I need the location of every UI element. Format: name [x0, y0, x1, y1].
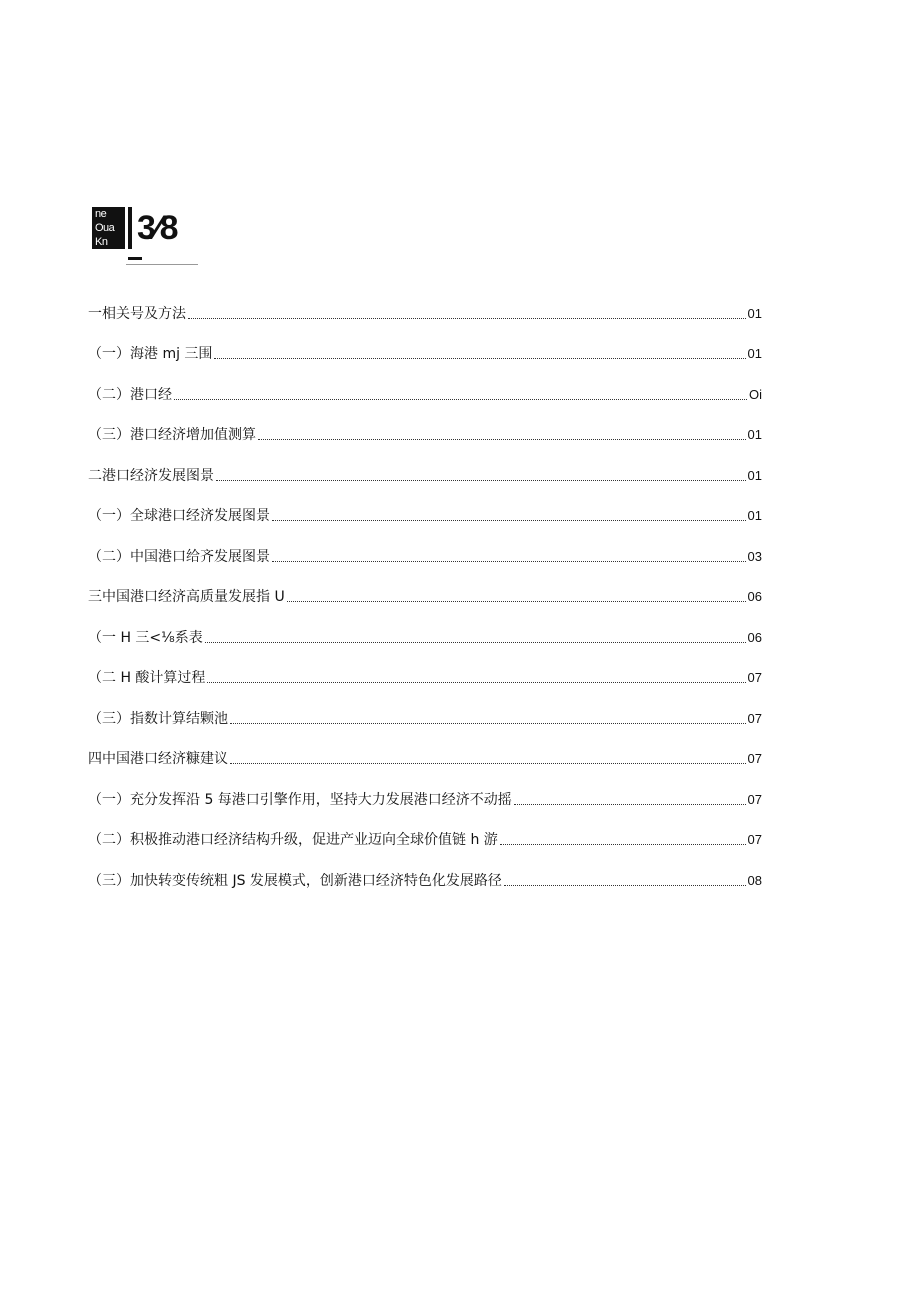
logo-line-3: Kn	[95, 236, 108, 248]
toc-entry-page: 07	[747, 670, 762, 685]
toc-entry-page: 07	[747, 791, 762, 807]
toc-entry[interactable]	[88, 769, 762, 810]
logo	[92, 207, 125, 249]
toc-entry[interactable]	[88, 283, 762, 324]
toc-entry-label: （二）中国港口给齐发展图景	[88, 548, 270, 565]
toc-entry-label: （二 H 酸计算过程	[88, 670, 206, 686]
logo-line-1: ne	[95, 208, 107, 220]
toc-entry-label: （三）港口经济增加值测算	[88, 427, 256, 443]
toc-entry-label: （一）海港 mj 三围	[88, 346, 213, 362]
dot-leader	[205, 642, 746, 643]
toc-entry-page: 01	[747, 467, 762, 483]
toc-entry-page: 01	[747, 508, 762, 523]
toc-entry[interactable]	[88, 688, 762, 729]
toc-entry-page: 01	[747, 427, 762, 442]
dot-leader	[500, 844, 746, 845]
toc-entry[interactable]	[88, 567, 762, 608]
dot-leader	[214, 358, 745, 359]
toc-entry[interactable]	[88, 607, 762, 648]
toc-entry-label: （三）指数计算结颗池	[88, 710, 228, 727]
toc-entry[interactable]	[88, 810, 762, 851]
toc-entry-label: （二）港口经	[88, 386, 172, 403]
toc-entry-page: Oi	[749, 386, 762, 402]
table-of-contents	[88, 283, 762, 891]
toc-entry-label: （一）充分发挥沿 5 每港口引擎作用，坚持大力发展港口经济不动摇	[88, 791, 512, 808]
dot-leader	[207, 682, 745, 683]
toc-entry[interactable]	[88, 729, 762, 770]
toc-entry[interactable]	[88, 526, 762, 567]
dot-leader	[216, 480, 746, 481]
toc-entry-page: 08	[747, 872, 762, 888]
toc-entry-page: 07	[747, 832, 762, 847]
toc-entry-label: （二）积极推动港口经济结构升级，促进产业迈向全球价值链 h 游	[88, 832, 498, 848]
title-rule	[126, 264, 198, 265]
document-header	[92, 207, 198, 267]
toc-entry-page: 01	[747, 305, 762, 321]
dot-leader	[188, 318, 746, 319]
toc-entry-label: （一）全球港口经济发展图景	[88, 508, 270, 524]
dot-leader	[272, 561, 746, 562]
toc-entry-page: 01	[747, 346, 762, 361]
toc-entry[interactable]	[88, 405, 762, 446]
toc-entry-label: 二港口经济发展图景	[88, 467, 214, 484]
toc-entry[interactable]	[88, 648, 762, 689]
dot-leader	[514, 804, 746, 805]
toc-entry[interactable]	[88, 324, 762, 365]
page-title: 3⁄8	[137, 209, 178, 247]
toc-entry-page: 07	[747, 751, 762, 766]
dot-leader	[230, 723, 746, 724]
logo-line-2: Oua	[95, 222, 115, 234]
toc-entry-label: （一 H 三<⅛系表	[88, 629, 203, 646]
dot-leader	[272, 520, 746, 521]
dot-leader	[504, 885, 746, 886]
dot-leader	[287, 601, 746, 602]
dot-leader	[258, 439, 746, 440]
toc-entry-label: 一相关号及方法	[88, 305, 186, 322]
toc-entry-page: 06	[747, 589, 762, 604]
toc-entry-page: 06	[747, 629, 762, 645]
toc-entry[interactable]	[88, 364, 762, 405]
toc-entry[interactable]	[88, 445, 762, 486]
toc-entry-label: （三）加快转变传统粗 JS 发展模式，创新港口经济特色化发展路径	[88, 872, 502, 889]
title-dash	[128, 257, 142, 260]
toc-entry-label: 四中国港口经济糠建议	[88, 751, 228, 767]
toc-entry[interactable]	[88, 486, 762, 527]
dot-leader	[174, 399, 747, 400]
dot-leader	[230, 763, 746, 764]
toc-entry-page: 07	[747, 710, 762, 726]
toc-entry-page: 03	[747, 548, 762, 564]
toc-entry[interactable]	[88, 850, 762, 891]
logo-bar	[128, 207, 132, 249]
toc-entry-label: 三中国港口经济高质量发展指 U	[88, 589, 285, 605]
